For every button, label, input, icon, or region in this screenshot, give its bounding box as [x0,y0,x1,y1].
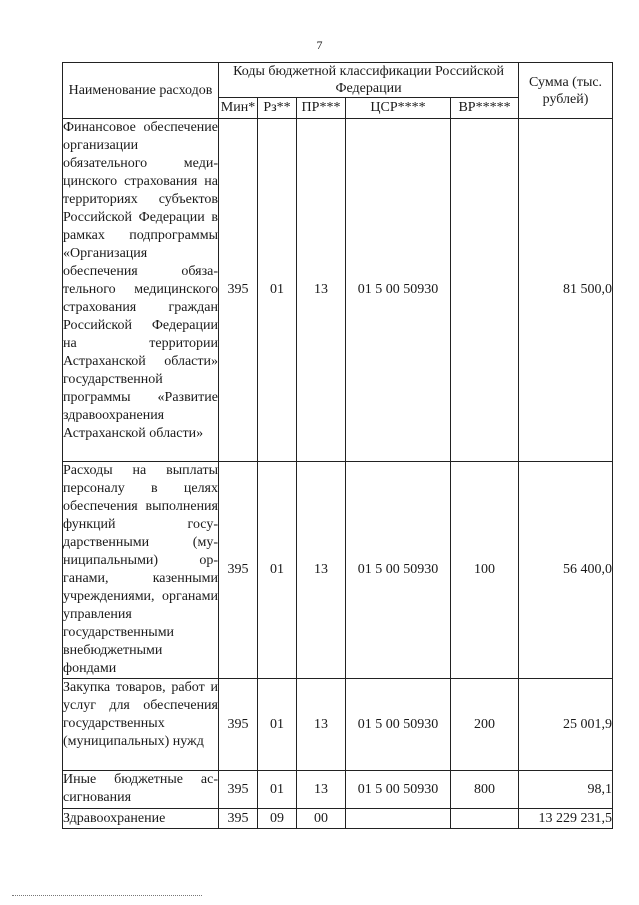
row-vr: 200 [451,679,519,771]
header-vr: ВР***** [451,98,519,119]
row-name: Иные бюджетные ассигнования [63,771,219,809]
header-csr: ЦСР**** [346,98,451,119]
table-row [63,462,613,679]
row-min: 395 [219,119,258,462]
row-csr: 01 5 00 50930 [346,119,451,462]
header-rz: Рз** [258,98,297,119]
header-pr: ПР*** [297,98,346,119]
row-name: Здравоохранение [63,809,219,829]
row-sum: 81 500,0 [519,119,613,462]
row-min: 395 [219,679,258,771]
row-pr: 13 [297,462,346,679]
row-sum: 25 001,9 [519,679,613,771]
row-vr [451,809,519,829]
row-name: Финансовое обеспечение организации обязательного медицинского страхования на территориях субъектов Российской Федерации в рамках подпрограммы «Организация обеспечения обязательного медицинского страхования граждан Российской Федерации на территории Астраханской области» государственной программы «Развитие здравоохранения Астраханской области» [63,119,219,462]
row-sum: 56 400,0 [519,462,613,679]
row-csr [346,809,451,829]
table-header [63,63,613,119]
row-sum: 13 229 231,5 [519,809,613,829]
header-name: Наименование расходов [63,63,219,119]
row-rz: 09 [258,809,297,829]
row-csr: 01 5 00 50930 [346,679,451,771]
row-rz: 01 [258,771,297,809]
row-min: 395 [219,462,258,679]
row-min: 395 [219,809,258,829]
row-vr: 800 [451,771,519,809]
table-row [63,809,613,829]
header-min: Мин* [219,98,258,119]
header-sum: Сумма (тыс. рублей) [519,63,613,119]
table-row [63,119,613,462]
row-pr: 13 [297,679,346,771]
footnote-separator [12,895,202,896]
table-row [63,771,613,809]
row-name: Закупка товаров, работ и услуг для обеспечения государственных (муниципальных) нужд [63,679,219,771]
row-pr: 13 [297,119,346,462]
row-vr [451,119,519,462]
row-vr: 100 [451,462,519,679]
header-codes-group: Коды бюджетной классификации Российской Федерации [219,63,519,98]
row-csr: 01 5 00 50930 [346,771,451,809]
budget-table [62,62,613,829]
row-rz: 01 [258,119,297,462]
row-pr: 13 [297,771,346,809]
row-rz: 01 [258,462,297,679]
page-number: 7 [316,38,323,52]
row-sum: 98,1 [519,771,613,809]
row-min: 395 [219,771,258,809]
row-pr: 00 [297,809,346,829]
table-row [63,679,613,771]
row-csr: 01 5 00 50930 [346,462,451,679]
row-rz: 01 [258,679,297,771]
row-name: Расходы на выплаты персоналу в целях обеспечения выполнения функций государственными (муниципальными) органами, казенными учреждениями, органами управления государственными внебюджетными фондами [63,462,219,679]
